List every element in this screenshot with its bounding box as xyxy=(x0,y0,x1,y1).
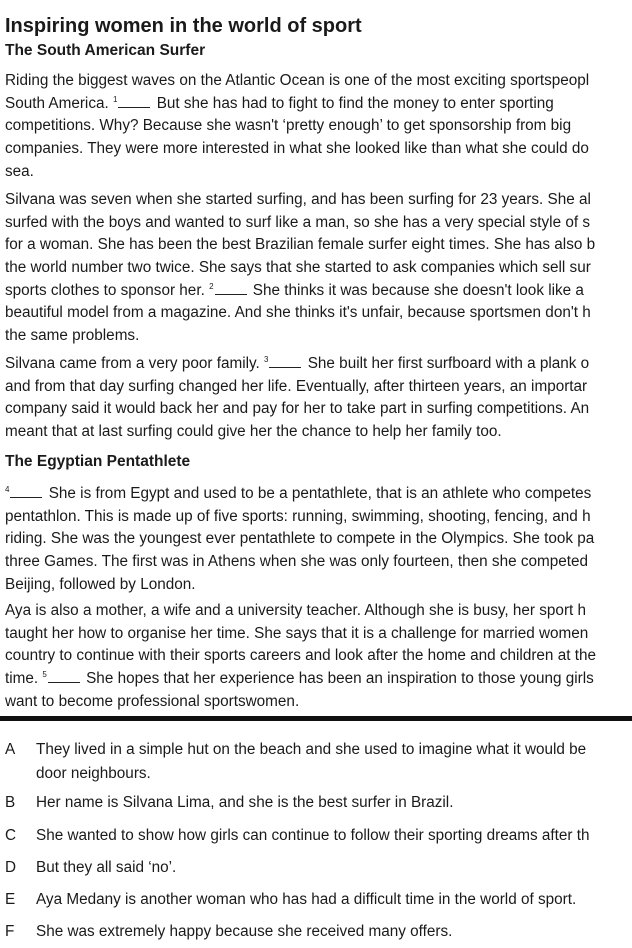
option-letter: E xyxy=(5,891,16,908)
text-line: surfed with the boys and wanted to surf like a man, so she has a very special style of s xyxy=(5,213,590,231)
text-segment: Silvana came from a very poor family. xyxy=(5,355,260,372)
surfer-paragraph-1 xyxy=(5,70,632,183)
text-line: meant that at last surfing could give her the chance to help her family too. xyxy=(5,423,502,441)
option-text: Aya Medany is another woman who has had a difficult time in the world of sport. xyxy=(36,891,577,908)
text-line: the world number two twice. She says that she started to ask companies which sell sur xyxy=(5,259,591,277)
text-segment: sports clothes to sponsor her. xyxy=(5,281,205,299)
text-segment: She thinks it was because she doesn't look like a xyxy=(252,281,584,299)
option-text: They lived in a simple hut on the beach and she used to imagine what it would be xyxy=(36,741,587,758)
text-line: sea. xyxy=(5,162,34,180)
text-line: taught her how to organise her time. She says that it is a challenge for married women xyxy=(5,624,589,642)
text-line: want to become professional sportswomen. xyxy=(5,692,300,710)
gap-blank xyxy=(118,95,150,108)
option-text: Her name is Silvana Lima, and she is the best surfer in Brazil. xyxy=(36,794,454,811)
pentathlete-paragraph-1 xyxy=(5,483,632,596)
surfer-paragraph-2 xyxy=(5,189,632,348)
text-line: competitions. Why? Because she wasn't ‘pretty enough’ to get sponsorship from big xyxy=(5,117,572,135)
option-letter: A xyxy=(5,741,16,758)
gap-number: 2 xyxy=(209,281,214,291)
text-line xyxy=(5,353,632,376)
section-heading-pentathlete: The Egyptian Pentathlete xyxy=(5,453,191,470)
gap-blank xyxy=(269,355,301,368)
gap-number: 5 xyxy=(42,670,47,680)
text-line: and from that day surfing changed her life. Eventually, after thirteen years, an importar xyxy=(5,377,588,395)
gap-number: 4 xyxy=(5,485,10,494)
option-text: She wanted to show how girls can continue to follow their sporting dreams after th xyxy=(36,827,590,844)
option-letter: F xyxy=(5,923,15,940)
text-line: three Games. The first was in Athens when she was only fourteen, then she competed xyxy=(5,553,589,571)
option-text: But they all said ‘no’. xyxy=(36,859,177,876)
option-letter: C xyxy=(5,827,17,844)
text-segment: time. xyxy=(5,670,39,688)
text-line: Aya is also a mother, a wife and a university teacher. Although she is busy, her sport h xyxy=(5,602,587,619)
section-divider xyxy=(0,716,632,721)
surfer-paragraph-3 xyxy=(5,353,632,444)
text-line: Silvana was seven when she started surfing, and has been surfing for 23 years. She al xyxy=(5,191,591,208)
text-segment: She built her first surfboard with a plank o xyxy=(307,355,590,372)
option-letter: D xyxy=(5,859,17,876)
text-line: company said it would back her and pay for her to take part in surfing competitions. An xyxy=(5,400,590,418)
gap-number: 1 xyxy=(112,94,118,104)
option-letter: B xyxy=(5,794,16,811)
gap-number: 3 xyxy=(264,355,269,364)
text-line xyxy=(5,93,632,116)
text-line: beautiful model from a magazine. And she thinks it's unfair, because sportsmen don't h xyxy=(5,304,591,322)
text-line: companies. They were more interested in what she looked like than what she could do xyxy=(5,140,589,158)
text-segment: She is from Egypt and used to be a pentathlete, that is an athlete who competes xyxy=(48,485,592,502)
text-segment: But she has had to fight to find the money to enter sporting xyxy=(156,94,554,112)
text-line: for a woman. She has been the best Brazilian female surfer eight times. She has also b xyxy=(5,236,596,254)
text-line: the same problems. xyxy=(5,327,140,345)
text-line: Riding the biggest waves on the Atlantic Ocean is one of the most exciting sportspeopl xyxy=(5,72,590,89)
text-segment: She hopes that her experience has been an inspiration to those young girls xyxy=(86,670,594,688)
text-line: pentathlon. This is made up of five sports: running, swimming, shooting, fencing, and h xyxy=(5,507,591,525)
page-title: Inspiring women in the world of sport xyxy=(5,15,362,37)
section-heading-surfer: The South American Surfer xyxy=(5,42,206,59)
gap-blank xyxy=(10,485,42,498)
text-line: riding. She was the youngest ever pentathlete to compete in the Olympics. She took pa xyxy=(5,530,595,548)
text-segment: South America. xyxy=(5,94,109,112)
text-line: country to continue with their sports careers and look after the home and children at the xyxy=(5,647,596,665)
text-line xyxy=(5,280,632,303)
pentathlete-paragraph-2 xyxy=(5,600,632,713)
gap-blank xyxy=(48,670,80,683)
text-line: Beijing, followed by London. xyxy=(5,575,196,593)
text-line xyxy=(5,668,632,691)
text-line xyxy=(5,483,632,506)
gap-blank xyxy=(215,282,247,295)
option-text-continued: door neighbours. xyxy=(36,765,151,782)
option-text: She was extremely happy because she received many offers. xyxy=(36,923,453,940)
